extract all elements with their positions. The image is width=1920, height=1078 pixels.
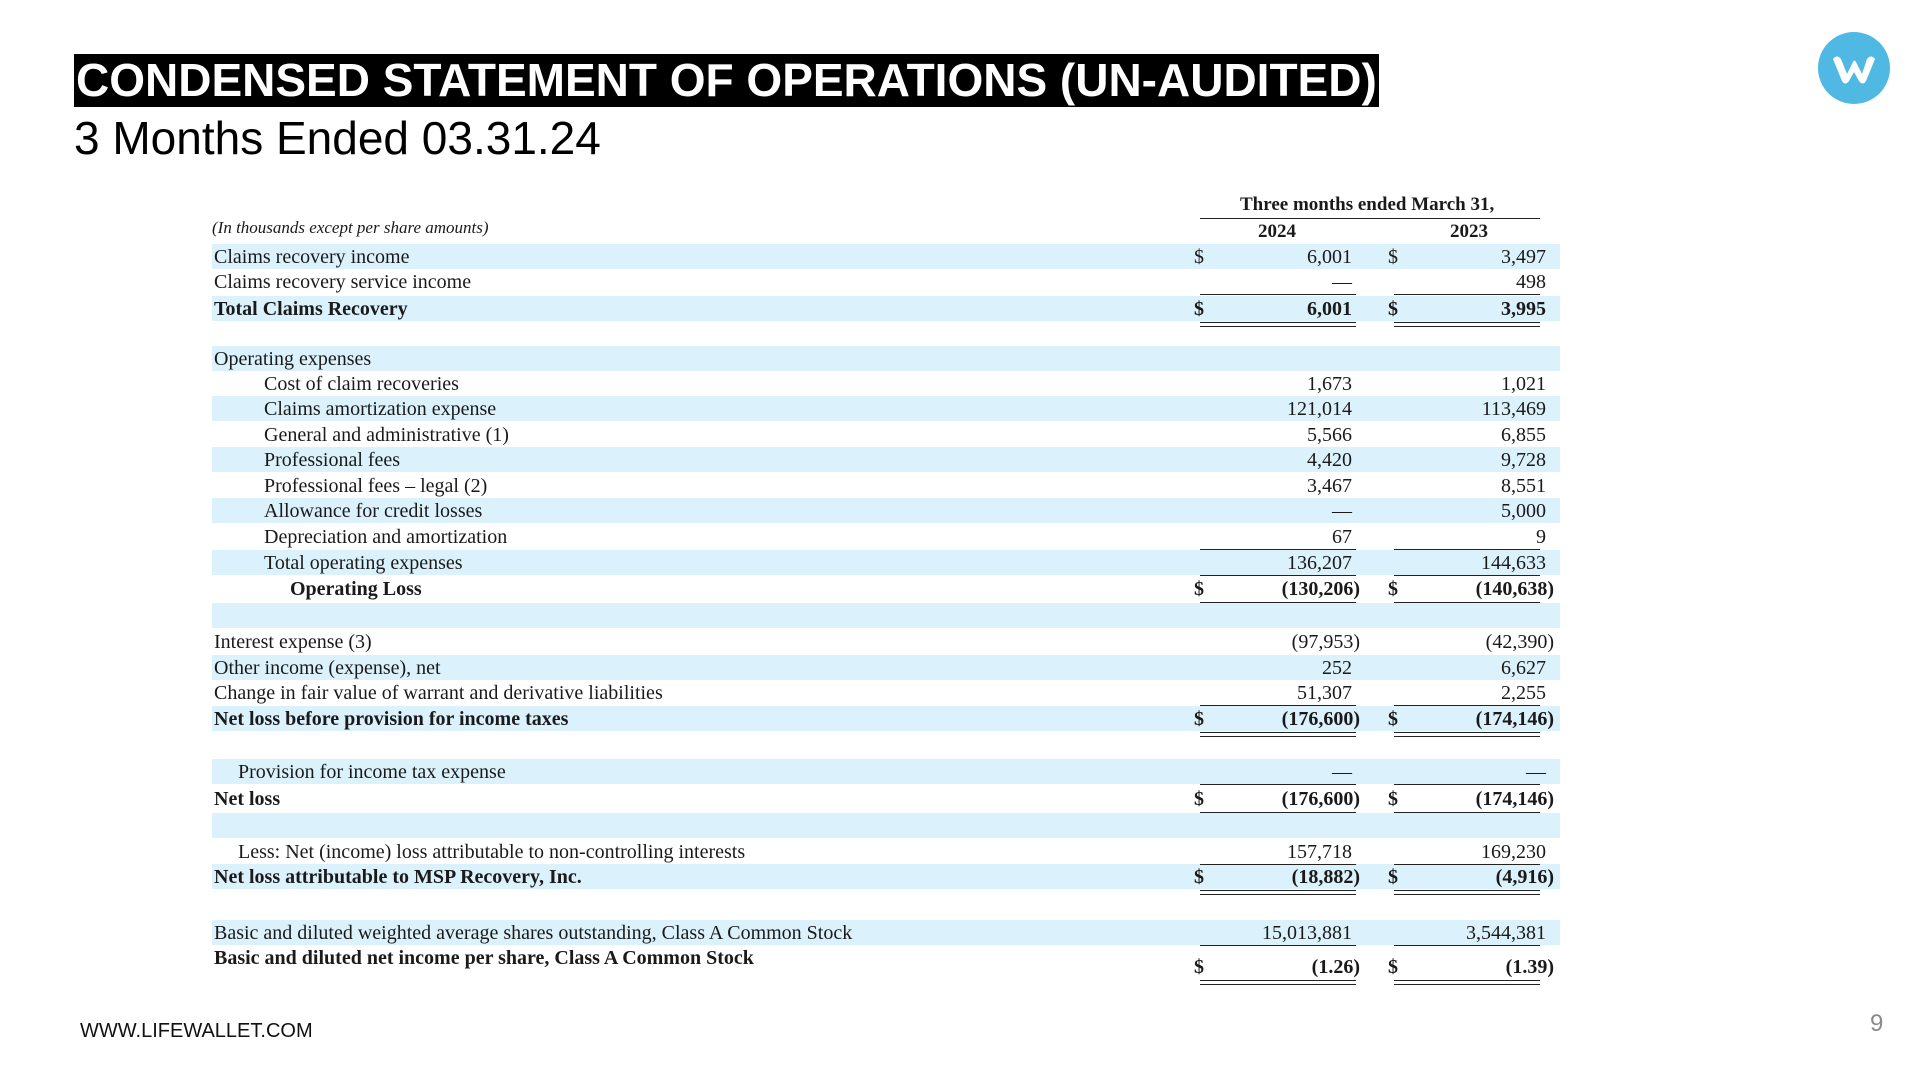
value-2024: (18,882) (1291, 866, 1360, 888)
value-2023: 1,021 (1501, 373, 1546, 395)
row-label: Net loss attributable to MSP Recovery, Inc. (214, 866, 582, 888)
slide-subtitle: 3 Months Ended 03.31.24 (74, 112, 601, 164)
row-net-income-per-share-values (212, 954, 1560, 979)
value-2023: 169,230 (1481, 841, 1546, 863)
row-other-income-expense-net (212, 655, 1560, 680)
row-general-and-administrative (212, 422, 1560, 447)
double-rule-2024 (1200, 322, 1356, 327)
row-provision-for-income-tax (212, 759, 1560, 784)
value-2024: 157,718 (1287, 841, 1352, 863)
row-spacer (212, 603, 1560, 628)
dollar-sign: $ (1388, 298, 1398, 320)
row-label: Operating Loss (290, 578, 422, 600)
value-2023: 9 (1536, 526, 1546, 548)
units-note: (In thousands except per share amounts) (212, 218, 489, 237)
row-label: Change in fair value of warrant and derivative liabilities (214, 682, 663, 704)
dollar-sign: $ (1194, 298, 1204, 320)
double-rule-2024 (1200, 980, 1356, 985)
row-label: Basic and diluted net income per share, Class A Common Stock (214, 947, 754, 969)
row-operating-expenses-heading (212, 346, 1560, 371)
row-label: Basic and diluted weighted average shares outstanding, Class A Common Stock (214, 922, 853, 944)
value-2024: 5,566 (1307, 424, 1352, 446)
value-2023: 3,497 (1501, 246, 1546, 268)
value-2023: (174,146) (1475, 708, 1554, 730)
row-label: Claims recovery service income (214, 271, 472, 293)
double-rule-2023 (1394, 322, 1540, 327)
value-2023: (1.39) (1505, 956, 1554, 978)
value-2024: 136,207 (1287, 552, 1352, 574)
value-2023: 144,633 (1481, 552, 1546, 574)
value-2024: 3,467 (1307, 475, 1352, 497)
value-2023: (140,638) (1475, 578, 1554, 600)
subtotal-rule-2023 (1394, 864, 1540, 865)
subtotal-rule-2023 (1394, 294, 1540, 295)
subtotal-rule-2024 (1200, 864, 1356, 865)
value-2024: 252 (1322, 657, 1352, 679)
row-net-loss (212, 786, 1560, 811)
dollar-sign: $ (1194, 578, 1204, 600)
period-header-rule (1200, 218, 1540, 219)
value-2023: (42,390) (1485, 631, 1554, 653)
subtotal-rule-2024 (1200, 784, 1356, 785)
dollar-sign: $ (1388, 246, 1398, 268)
footer-website: WWW.LIFEWALLET.COM (80, 1020, 313, 1042)
value-2024: — (1332, 500, 1352, 522)
row-net-loss-attributable-msp (212, 864, 1560, 889)
dollar-sign: $ (1194, 246, 1204, 268)
dollar-sign: $ (1194, 866, 1204, 888)
row-professional-fees-legal (212, 473, 1560, 498)
value-2024: (130,206) (1281, 578, 1360, 600)
value-2023: (174,146) (1475, 788, 1554, 810)
double-rule-2023 (1394, 732, 1540, 737)
double-rule-2024 (1200, 732, 1356, 737)
row-label: Total operating expenses (264, 552, 463, 574)
row-label: Net loss (214, 788, 281, 810)
value-2023: 9,728 (1501, 449, 1546, 471)
value-2024: 1,673 (1307, 373, 1352, 395)
value-2023: 2,255 (1501, 682, 1546, 704)
dollar-sign: $ (1194, 788, 1204, 810)
value-2024: (1.26) (1311, 956, 1360, 978)
lifewallet-w-logo-icon (1818, 32, 1890, 104)
row-spacer (212, 813, 1560, 838)
value-2023: 6,627 (1501, 657, 1546, 679)
row-interest-expense (212, 629, 1560, 654)
row-claims-recovery-service-income (212, 269, 1560, 294)
double-rule-2023 (1394, 980, 1540, 985)
row-label: Interest expense (3) (214, 631, 372, 653)
row-total-claims-recovery (212, 296, 1560, 321)
row-cost-of-claim-recoveries (212, 371, 1560, 396)
value-2024: 4,420 (1307, 449, 1352, 471)
period-header: Three months ended March 31, (1240, 194, 1495, 215)
value-2024: 6,001 (1307, 298, 1352, 320)
row-label: Depreciation and amortization (264, 526, 508, 548)
dollar-sign: $ (1388, 788, 1398, 810)
row-label: Professional fees – legal (2) (264, 475, 488, 497)
value-2024: — (1332, 271, 1352, 293)
row-weighted-average-shares (212, 920, 1560, 945)
row-label: Other income (expense), net (214, 657, 441, 679)
row-change-in-fair-value (212, 680, 1560, 705)
value-2023: 113,469 (1481, 398, 1546, 420)
value-2023: 3,544,381 (1466, 922, 1546, 944)
value-2023: 8,551 (1501, 475, 1546, 497)
dollar-sign: $ (1388, 956, 1398, 978)
value-2023: 498 (1516, 271, 1546, 293)
row-claims-recovery-income (212, 244, 1560, 269)
row-depreciation-and-amortization (212, 524, 1560, 549)
row-claims-amortization-expense (212, 396, 1560, 421)
value-2023: 6,855 (1501, 424, 1546, 446)
value-2023: 5,000 (1501, 500, 1546, 522)
value-2024: 121,014 (1287, 398, 1352, 420)
row-label: Cost of claim recoveries (264, 373, 459, 395)
dollar-sign: $ (1194, 956, 1204, 978)
year-2024-header: 2024 (1258, 221, 1296, 242)
row-label: Professional fees (264, 449, 401, 471)
dollar-sign: $ (1388, 578, 1398, 600)
page-number: 9 (1870, 1010, 1884, 1037)
subtotal-rule-2023 (1394, 784, 1540, 785)
slide-title: CONDENSED STATEMENT OF OPERATIONS (UN-AUDITED) (76, 54, 1377, 106)
row-total-operating-expenses (212, 550, 1560, 575)
value-2023: 3,995 (1501, 298, 1546, 320)
statement-of-operations (212, 186, 1560, 992)
dollar-sign: $ (1194, 708, 1204, 730)
value-2024: — (1332, 761, 1352, 783)
row-less-non-controlling-interests (212, 839, 1560, 864)
year-2023-header: 2023 (1450, 221, 1488, 242)
value-2023: — (1526, 761, 1546, 783)
value-2023: (4,916) (1495, 866, 1554, 888)
double-rule-2023 (1394, 890, 1540, 895)
row-label: Total Claims Recovery (214, 298, 408, 320)
value-2024: 15,013,881 (1262, 922, 1352, 944)
row-operating-loss (212, 576, 1560, 601)
value-2024: (176,600) (1281, 788, 1360, 810)
row-label: Provision for income tax expense (238, 761, 506, 783)
row-label: Operating expenses (214, 348, 372, 370)
value-2024: 67 (1332, 526, 1352, 548)
row-label: Less: Net (income) loss attributable to non-controlling interests (238, 841, 746, 863)
row-label: General and administrative (1) (264, 424, 509, 446)
row-label: Claims amortization expense (264, 398, 497, 420)
row-label: Claims recovery income (214, 246, 410, 268)
row-net-loss-before-taxes (212, 706, 1560, 731)
value-2024: 51,307 (1297, 682, 1352, 704)
subtotal-rule-2024 (1200, 294, 1356, 295)
value-2024: (176,600) (1281, 708, 1360, 730)
double-rule-2024 (1200, 890, 1356, 895)
value-2024: 6,001 (1307, 246, 1352, 268)
row-allowance-for-credit-losses (212, 498, 1560, 523)
dollar-sign: $ (1388, 866, 1398, 888)
row-professional-fees (212, 447, 1560, 472)
row-label: Allowance for credit losses (264, 500, 483, 522)
value-2024: (97,953) (1291, 631, 1360, 653)
dollar-sign: $ (1388, 708, 1398, 730)
row-label: Net loss before provision for income taxes (214, 708, 569, 730)
